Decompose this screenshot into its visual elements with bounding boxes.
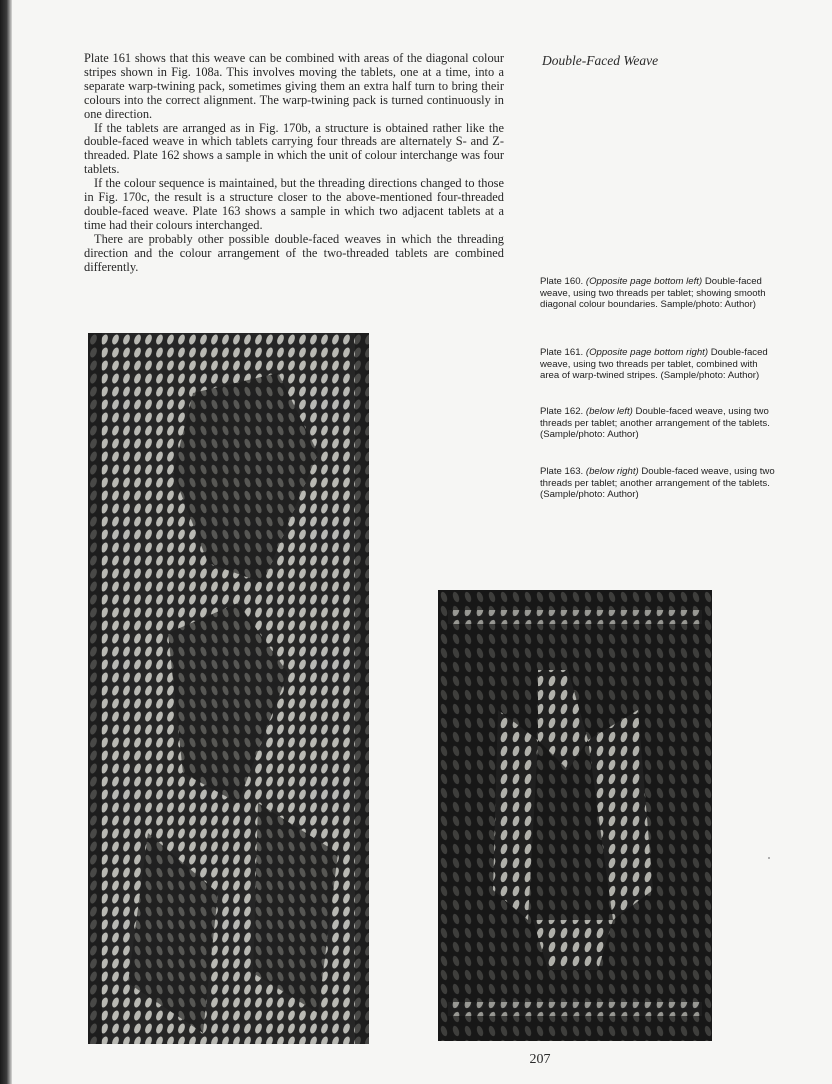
body-paragraph: If the colour sequence is maintained, but the threading directions changed to those in Fig. 170c, the result is a structure closer to the above-mentioned four-threaded double-faced weave. Plate 163 shows a sample in which two adjacent tablets at a time had their colours interchanged. [84, 176, 504, 232]
caption-text: Double-faced weave, using two threads per tablet, combined with area of warp-twined stripes. (Sample/photo: Author) [540, 347, 768, 382]
body-paragraph: If the tablets are arranged as in Fig. 170b, a structure is obtained rather like the double-faced weave in which tablets carrying four threads are alternately S- and Z-threaded. Plate 162 shows a sample in which the unit of colour interchange was four tablets. [84, 120, 504, 177]
caption-note: (Opposite page bottom right) [585, 347, 709, 358]
caption-plate-162 [540, 406, 775, 441]
caption-note: (below left) [585, 406, 633, 417]
body-paragraph: There are probably other possible double-faced weaves in which the threading direction and the colour arrangement of the two-threaded tablets are combined differently. [84, 231, 504, 274]
caption-plate-160 [540, 276, 775, 311]
woven-band-right [438, 590, 712, 1041]
plate-163-photo [438, 590, 712, 1041]
caption-note: (below right) [585, 466, 639, 477]
body-text [84, 52, 504, 275]
page-binding-shadow [0, 0, 12, 1084]
plate-162-photo [88, 333, 369, 1044]
page-number: 207 [529, 1052, 551, 1067]
caption-label: Plate 160. [540, 276, 584, 287]
caption-note: (Opposite page bottom left) [585, 276, 703, 287]
woven-band-left [88, 333, 369, 1044]
caption-label: Plate 161. [540, 347, 584, 358]
paper-speck [768, 857, 770, 859]
caption-text: Double-faced weave, using two threads per tablet; showing smooth diagonal colour boundaries. Sample/photo: Author) [540, 276, 766, 311]
caption-label: Plate 162. [540, 406, 584, 417]
body-paragraph: Plate 161 shows that this weave can be combined with areas of the diagonal colour stripes shown in Fig. 108a. This involves moving the tablets, one at a time, into a separate warp-twining pack, sometimes giving them an extra half turn to bring their colours into the correct alignment. The warp-twining pack is turned continuously in one direction. [84, 51, 504, 121]
running-head: Double-Faced Weave [542, 53, 659, 68]
caption-plate-163 [540, 466, 775, 501]
caption-label: Plate 163. [540, 466, 584, 477]
caption-text: Double-faced weave, using two threads per tablet; another arrangement of the tablets. (Sample/photo: Author) [540, 406, 770, 441]
caption-plate-161 [540, 347, 775, 382]
caption-text: Double-faced weave, using two threads per tablet; another arrangement of the tablets. (Sample/photo: Author) [540, 466, 775, 501]
